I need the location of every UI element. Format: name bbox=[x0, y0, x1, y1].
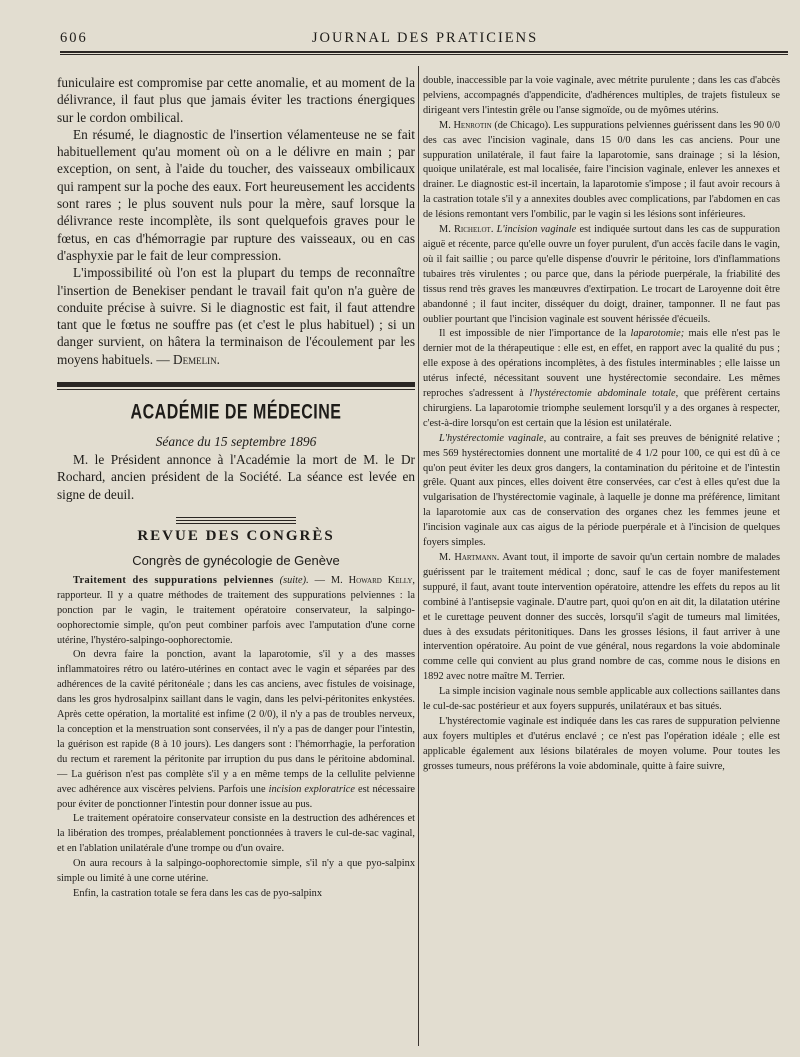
richelot-paragraph: M. Richelot. L'incision vaginale est indiquée surtout dans les cas de suppuration aiguë et récente, parce qu'elle ouvre un foyer purulent, d'un accès facile dans le vagin, où il fait saillie ; ou parce qu'elle dispense d'ouvrir le péritoine, lors d'inflammations tubaires très virulentes ; ou parce que, dans la période puerpérale, la friabilité des tissus rend très graves les manœuvres d'extirpation. Le trocart de Laroyenne doit être abandonné ; il faut inciter, disséquer du doigt, drainer, tamponner. Il ne faut pas oublier pourtant que l'incision vaginale est souvent hérissée d'écueils. bbox=[423, 224, 780, 325]
double-paragraph: double, inaccessible par la voie vaginale, avec métrite purulente ; dans les cas d'abcès pelviens, accompagnés d'appendicite, d'adhérences multiples, de trajets fistuleux se dirigeant vers l'intestin grêle ou l'anse sigmoïde, ou de myômes utérins. bbox=[423, 75, 780, 116]
impossible-paragraph bbox=[423, 327, 780, 431]
henrotin-text: (de Chicago). Les suppurations pelviennes guérissent dans les 90 0/0 des cas avec l'incision vaginale, dans 15 0/0 dans les cas anciens. Pour une suppuration unilatérale, il faut faire la laparotomie, sans drainage ; si la lésion, quoique unilatérale, est mal localisée, faire l'incision vaginale, enlever les annexes et drainer. Le diagnostic est-il incertain, la laparotomie s'impose ; il faut avoir recours à la castration totale s'il y a annexites doubles avec complications, par l'abdomen en cas de lésions remontant vers l'ombilic, par le vagin si les lésions sont inférieures. bbox=[423, 119, 780, 221]
hysterectomie-paragraph bbox=[423, 432, 780, 551]
traitement-suite: (suite). bbox=[279, 574, 309, 586]
obstetrics-article bbox=[57, 74, 415, 368]
richelot-emphasis: L'incision vaginale bbox=[496, 224, 577, 236]
hysterectomie-text: au contraire, a fait ses preuves de bénignité relative ; mes 569 hystérectomies donnent une mortalité de 4 1/2 pour 100, ce qui est dû à ce qu'on peut éviter les deux gros dangers, la contamination du péritoine et de l'intestin grêle. Quant aux pinces, elles doivent être conservées, car c'est à elles qu'est due la vulgarisation de l'hystérectomie vaginale, à laquelle je donne ma préférence, limitant la laparotomie aux cas de conservation des organes chez les femmes jeune et l'incision vaginale aux cas aigus de la période puerpérale et à l'incision de quelques foyers simples. bbox=[423, 432, 780, 549]
section-rule-thick bbox=[57, 382, 415, 387]
closing-paragraph bbox=[57, 264, 415, 368]
author-richelot: Richelot bbox=[454, 224, 491, 236]
traitement-lead: Traitement des suppurations pelviennes bbox=[73, 574, 274, 586]
traitement-paragraph: Traitement des suppurations pelviennes (suite). — M. Howard Kelly, rapporteur. Il y a quatre méthodes de traitement des suppurations pelviennes : la ponction par le vagin, le traitement opératoire conservateur, la salpingo-oophorectomie simple, qu'on peut combiner parfois avec l'amputation d'une corne utérine, l'hystéro-salpingo-oophorectomie. bbox=[57, 574, 415, 646]
congres-article bbox=[57, 574, 415, 902]
header-rule-thin bbox=[60, 54, 788, 55]
intro-paragraph-2: En résumé, le diagnostic de l'insertion vélamenteuse ne se fait habituellement qu'au moment où on a le délivre en main ; par exception, on sent, à l'aide du toucher, des vaisseaux ombilicaux qui rampent sur la poche des eaux. Fort heureusement les accidents sont rares ; le plus souvent nuls pour la mère, sauf lorsque la délivrance reste incomplète, ils sont quelquefois graves pour le fœtus, en cas d'hémorragie par rupture des vaisseaux, ou en cas d'asphyxie par le fait de leur compression. bbox=[57, 126, 415, 263]
journal-title: JOURNAL DES PRATICIENS bbox=[311, 30, 539, 46]
ponction-paragraph bbox=[57, 648, 415, 812]
impossible-text: Il est impossible de nier l'importance de la bbox=[439, 328, 627, 340]
conservateur-paragraph: Le traitement opératoire conservateur consiste en la destruction des adhérences et la libération des trompes, préalablement ponctionnées à travers le cul-de-sac vaginal, et en l'ablation unilatérale d'une trompe ou d'un ovaire. bbox=[57, 813, 415, 855]
academie-text: M. le Président annonce à l'Académie la mort de M. le Dr Rochard, ancien président de la Société. La séance est levée en signe de deuil. bbox=[57, 452, 415, 502]
congres-title: Congrès de gynécologie de Genève bbox=[132, 552, 340, 568]
right-column bbox=[423, 74, 780, 1049]
author-hartmann: Hartmann bbox=[454, 552, 497, 563]
richelot-text: est indiquée surtout dans les cas de suppuration aiguë et récente, parce qu'elle ouvre un foyer purulent, d'un accès facile dans le vagin, où il fait saillie ; ou parce qu'elle dispense d'ouvrir le péritoine, lors d'inflammations tubaires très virulentes ; ou parce que, dans la période puerpérale, la friabilité des tissus rend très graves les manœuvres d'extirpation. Le trocart de Laroyenne doit être abandonné ; il faut inciter, disséquer du doigt, drainer, tamponner. Il ne faut pas oublier pourtant que l'incision vaginale est souvent hérissée d'écueils. bbox=[423, 224, 780, 325]
intro-paragraph-1: funiculaire est compromise par cette anomalie, et au moment de la délivrance, il faut plus que jamais éviter les tractions énergiques sur le cordon ombilical. bbox=[57, 75, 415, 125]
enfin-paragraph: Enfin, la castration totale se fera dans les cas de pyo-salpinx bbox=[73, 887, 323, 899]
hysterectomie-emphasis: L'hystérectomie vaginale, bbox=[439, 432, 547, 444]
column-divider bbox=[418, 66, 419, 1046]
revue-title: REVUE DES CONGRÈS bbox=[137, 527, 335, 544]
recours-paragraph: On aura recours à la salpingo-oophorectomie simple, s'il n'y a que pyo-salpinx simple ou limité à une corne utérine. bbox=[57, 858, 415, 885]
academie-title: ACADÉMIE DE MÉDECINE bbox=[130, 400, 342, 424]
closing-text: L'impossibilité où l'on est la plupart du temps de reconnaître l'insertion de Benekiser pendant le travail fait qu'on n'a guère de conduite précise à suivre. Si le diagnostic est fait, il faut attendre tant que le fœtus ne souffre pas (et c'est le plus habituel) ; si un danger survient, on hâtera la terminaison de l'écoulement par les moyens habituels. — bbox=[57, 265, 415, 367]
impossible-body: mais elle n'est pas le dernier mot de la thérapeutique : elle est, en effet, en rapport avec la qualité du pus ; elle expose à des opérations incomplètes, à des fistules interminables ; elle laisse un utérus infecté, nécessitant souvent une hystérectomie secondaire. Les mêmes reproches s'adressent à bbox=[423, 328, 780, 400]
left-column bbox=[57, 74, 415, 1049]
closing-author: Demelin. bbox=[172, 351, 220, 367]
impossible-end: que préfèrent certains chirurgiens. La laparotomie triomphe seulement lorsqu'il y a des organes à respecter, c'est-à-dire lorsqu'on est certain que la lésion est unilatérale. bbox=[423, 388, 780, 429]
seance-date: Séance du 15 septembre 1896 bbox=[155, 434, 317, 450]
impossible-emphasis: laparotomie; bbox=[630, 328, 685, 340]
ponction-end: est nécessaire pour éviter de ponctionner l'intestin pour donner issue au pus. bbox=[57, 783, 415, 810]
ponction-text: On devra faire la ponction, avant la laparotomie, s'il y a des masses inflammatoires rétro ou latéro-utérines en contact avec le vagin et séparées par des adhérences de la cavité péritonéale ; dans les cas anciens, avec fistules de voisinage, dans les gros hydrosalpinx saillant dans le vagin, dans les pelvi-péritonites enkystées. Après cette opération, la mortalité est infime (2 0/0), il n'y a pas de troubles nerveux, la conception et la menstruation sont conservées, il n'y a pas de danger pour l'intestin, la guérison est rapide (8 à 10 jours). Les dangers sont : l'hémorrhagie, la perforation du rectum et rarement la péritonite par irruption du pus dans le péritoine abdominal. — La guérison n'est pas complète s'il y a en même temps de la cellulite pelvienne avec adhérence aux viscères pelviens. Parfois une bbox=[57, 649, 415, 795]
section-rule-thin bbox=[57, 389, 415, 390]
page-header bbox=[60, 30, 790, 52]
header-rule bbox=[60, 51, 788, 53]
hartmann-paragraph: M. Hartmann. Avant tout, il importe de savoir qu'un certain nombre de malades guérissent par le traitement médical ; donc, sauf le cas de foyer manifestement suppuré, il faut, avant toute intervention opératoire, attendre les effets du repos au lit combiné à l'antisepsie vaginale. D'autre part, quoi qu'on en ait dit, la dilatation utérine et le curettage peuvent donner des succès, lorsqu'il s'agit de tumeurs mal limitées, dues à des exsudats péritonitiques. Dans les grosses lésions, il faut arriver à une intervention opératoire. Au point de vue général, nous regardons la voie abdominale comme celle qui convient au plus grand nombre de cas, comme nous le disions en 1892 avec notre maître M. Terrier. bbox=[423, 552, 780, 683]
traitement-text: , rapporteur. Il y a quatre méthodes de traitement des suppurations pelviennes : la ponction par le vagin, le traitement opératoire conservateur, la salpingo-oophorectomie simple, qu'on peut combiner parfois avec l'amputation d'une corne utérine, l'hystéro-salpingo-oophorectomie. bbox=[57, 574, 415, 646]
henrotin-paragraph: M. Henrotin (de Chicago). Les suppurations pelviennes guérissent dans les 90 0/0 des cas avec l'incision vaginale, dans 15 0/0 dans les cas anciens. Pour une suppuration unilatérale, il faut faire la laparotomie, sans drainage ; si la lésion, quoique unilatérale, est mal localisée, faire l'incision vaginale, enlever les annexes et drainer. Le diagnostic est-il incertain, la laparotomie s'impose ; il faut avoir recours à la castration totale s'il y a annexites doubles avec complications, par l'abdomen en cas de lésions remontant vers l'ombilic, par le vagin si les lésions sont inférieures. bbox=[423, 119, 780, 221]
short-rules bbox=[176, 517, 296, 524]
ponction-emphasis: incision exploratrice bbox=[268, 783, 355, 795]
last-paragraph: L'hystérectomie vaginale est indiquée dans les cas rares de suppuration pelvienne aux foyers multiples et d'utérus enclavé ; ce n'est pas l'opération idéale ; elle est applicable également aux lésions bilatérales de moyen volume. Pour toutes les grosses tumeurs, nous préférons la voie abdominale, quitte à faire suivre, bbox=[423, 715, 780, 772]
author-kelly: Howard Kelly bbox=[348, 574, 413, 586]
simple-incision-paragraph: La simple incision vaginale nous semble applicable aux collections saillantes dans le cul-de-sac postérieur et aux foyers suppurés, unilatéraux et bas situés. bbox=[423, 686, 780, 713]
page-number: 606 bbox=[60, 30, 88, 46]
hartmann-text: . Avant tout, il importe de savoir qu'un certain nombre de malades guérissent par le traitement médical ; donc, sauf le cas de foyer manifestement suppuré, il faut, avant toute intervention opératoire, attendre les effets du repos au lit combiné à l'antisepsie vaginale. D'autre part, quoi qu'on en ait dit, la dilatation utérine et le curettage peuvent donner des succès, lorsqu'il s'agit de tumeurs mal limitées, dues à des exsudats péritonitiques. Dans les grosses lésions, il faut arriver à une intervention opératoire. Au point de vue général, nous regardons la voie abdominale comme celle qui convient au plus grand nombre de cas, comme nous le disions en 1892 avec notre maître M. Terrier. bbox=[423, 552, 780, 683]
author-henrotin: Henrotin bbox=[453, 119, 492, 131]
impossible-emphasis-2: l'hystérectomie abdominale totale, bbox=[529, 388, 679, 400]
